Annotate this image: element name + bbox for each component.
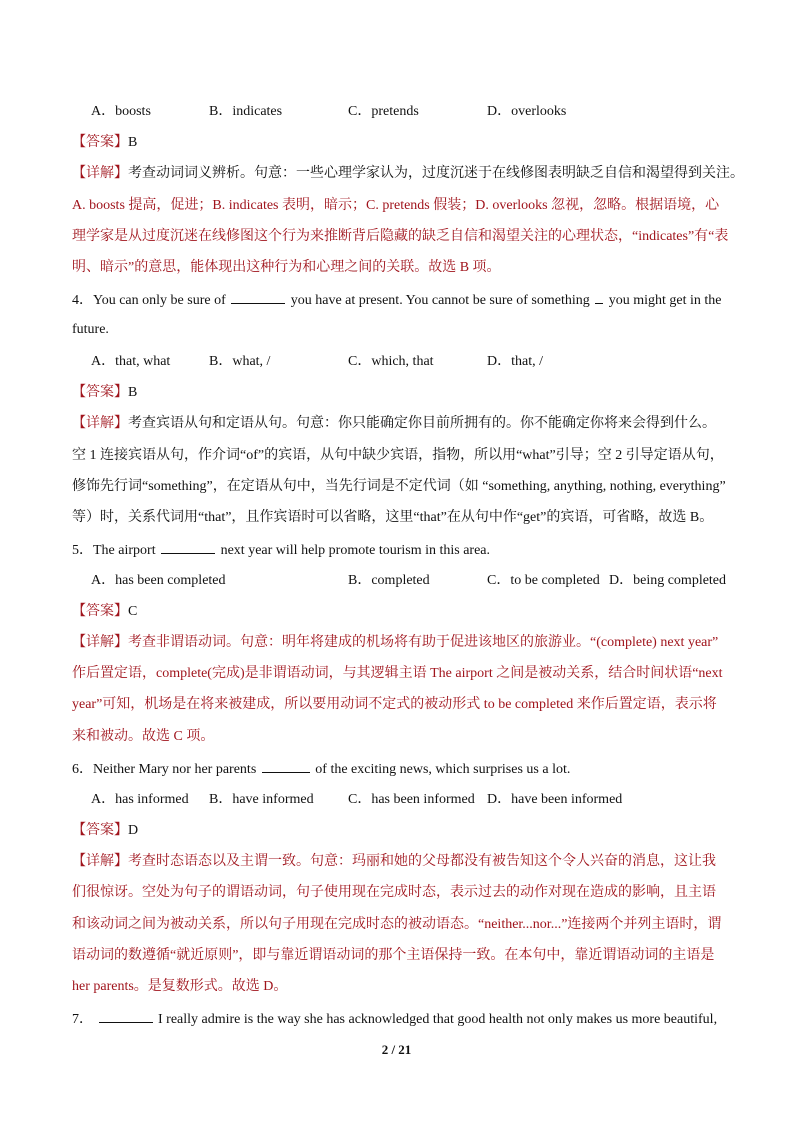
q3-detail-line: 理学家是从过度沉迷在线修图这个行为来推断背后隐藏的缺乏自信和渴望关注的心理状态，“indicates”有“表 <box>72 229 729 244</box>
q6-detail-line: 们很惊讶。空处为句子的谓语动词，句子使用现在完成时态，表示过去的动作对现在造成的影响，且主语 <box>72 885 716 900</box>
q4-option-c: C．which, that <box>348 354 434 369</box>
detail-text: 考查动词词义辨析。句意：一些心理学家认为，过度沉迷于在线修图表明缺乏自信和渴望得到关注。 <box>128 166 744 181</box>
q5-detail-line: 作后置定语，complete(完成)是非谓语动词，与其逻辑主语 The airport 之间是被动关系，结合时间状语“next <box>72 666 723 681</box>
detail-text: 考查时态语态以及主谓一致。句意：玛丽和她的父母都没有被告知这个令人兴奋的消息，这让我 <box>128 854 716 869</box>
q6-detail-line: her parents。是复数形式。故选 D。 <box>72 979 288 994</box>
q4-detail-line: 等）时，关系代词用“that”，且作宾语时可以省略，这里“that”在从句中作“get”的宾语，可省略，故选 B。 <box>72 510 714 525</box>
answer-value: D <box>128 823 139 838</box>
detail-text: 考查非谓语动词。句意：明年将建成的机场将有助于促进该地区的旅游业。“(complete) next year” <box>128 635 719 650</box>
q3-option-a: A．boosts <box>91 104 151 119</box>
detail-tag: 【详解】 <box>72 166 128 181</box>
q5-detail-line <box>72 633 718 653</box>
q4-stem <box>72 289 722 311</box>
q5-option-a: A．has been completed <box>91 573 226 588</box>
q4-answer <box>72 383 137 403</box>
q6-option-a: A．has informed <box>91 792 189 807</box>
q4-stem-part: you might get in the <box>608 293 722 308</box>
q5-detail-line: 来和被动。故选 C 项。 <box>72 729 215 744</box>
q7-stem-part: I really admire is the way she has acknowledged that good health not only makes us more beautiful, <box>158 1012 718 1027</box>
q4-detail-line <box>72 414 716 434</box>
q3-detail-line: A. boosts 提高，促进；B. indicates 表明，暗示；C. pretends 假装；D. overlooks 忽视，忽略。根据语境，心 <box>72 198 720 213</box>
q4-option-b: B．what, / <box>209 354 271 369</box>
q6-option-d: D．have been informed <box>487 792 623 807</box>
q3-answer <box>72 133 137 153</box>
q6-option-b: B．have informed <box>209 792 314 807</box>
q7-stem-part: 7． <box>72 1012 93 1027</box>
answer-blank <box>595 289 603 304</box>
detail-tag: 【详解】 <box>72 854 128 869</box>
q5-stem-part: 5．The airport <box>72 543 156 558</box>
answer-blank <box>161 539 215 554</box>
answer-tag: 【答案】 <box>72 604 128 619</box>
q4-stem-part: 4．You can only be sure of <box>72 293 226 308</box>
detail-tag: 【详解】 <box>72 416 128 431</box>
q4-option-a: A．that, what <box>91 354 171 369</box>
detail-tag: 【详解】 <box>72 635 128 650</box>
q6-stem <box>72 758 570 780</box>
answer-value: C <box>128 604 138 619</box>
q6-stem-part: of the exciting news, which surprises us a lot. <box>315 762 571 777</box>
q6-detail-line: 语动词的数遵循“就近原则”，即与靠近谓语动词的那个主语保持一致。在本句中，靠近谓语动词的主语是 <box>72 948 715 963</box>
page-number: 2 / 21 <box>381 1042 412 1057</box>
q3-detail-line: 明、暗示”的意思，能体现出这种行为和心理之间的关联。故选 B 项。 <box>72 260 501 275</box>
q5-option-d: D．being completed <box>609 573 727 588</box>
q5-detail-line: year”可知，机场是在将来被建成，所以要用动词不定式的被动形式 to be completed 来作后置定语，表示将 <box>72 697 717 712</box>
q5-answer <box>72 602 137 622</box>
q4-option-d: D．that, / <box>487 354 543 369</box>
answer-blank <box>231 289 285 304</box>
q3-option-b: B．indicates <box>209 104 283 119</box>
q7-stem <box>72 1008 717 1030</box>
answer-value: B <box>128 385 138 400</box>
q4-stem-continued: future. <box>72 322 109 337</box>
q5-option-c: C．to be completed <box>487 573 600 588</box>
q4-detail-line: 空 1 连接宾语从句，作介词“of”的宾语，从句中缺少宾语，指物，所以用“what”引导；空 2 引导定语从句， <box>72 448 724 463</box>
q6-stem-part: 6．Neither Mary nor her parents <box>72 762 257 777</box>
q6-detail-line: 和该动词之间为被动关系，所以句子用现在完成时态的被动语态。“neither...nor...”连接两个并列主语时，谓 <box>72 917 722 932</box>
answer-tag: 【答案】 <box>72 385 128 400</box>
answer-tag: 【答案】 <box>72 135 128 150</box>
q4-stem-part: you have at present. You cannot be sure of something <box>290 293 590 308</box>
q4-detail-line: 修饰先行词“something”，在定语从句中，当先行词是不定代词（如 “something, anything, nothing, everything” <box>72 479 726 494</box>
q6-detail-line <box>72 852 716 872</box>
q5-stem <box>72 539 490 561</box>
q3-option-d: D．overlooks <box>487 104 567 119</box>
q6-answer <box>72 821 138 841</box>
answer-blank <box>262 758 310 773</box>
q3-detail-line <box>72 164 744 184</box>
q3-option-c: C．pretends <box>348 104 419 119</box>
answer-tag: 【答案】 <box>72 823 128 838</box>
q5-stem-part: next year will help promote tourism in this area. <box>220 543 491 558</box>
q6-option-c: C．has been informed <box>348 792 475 807</box>
answer-value: B <box>128 135 138 150</box>
q5-option-b: B．completed <box>348 573 430 588</box>
answer-blank <box>99 1008 153 1023</box>
detail-text: 考查宾语从句和定语从句。句意：你只能确定你目前所拥有的。你不能确定你将来会得到什么。 <box>128 416 716 431</box>
